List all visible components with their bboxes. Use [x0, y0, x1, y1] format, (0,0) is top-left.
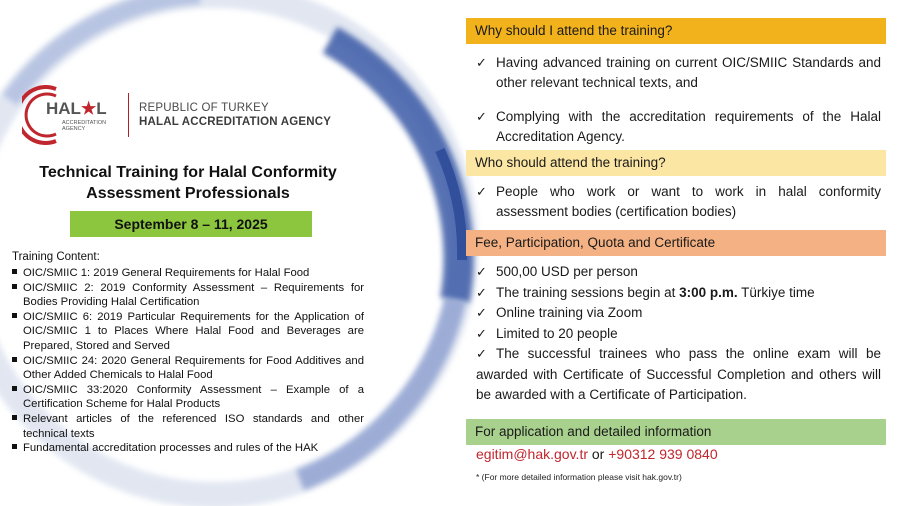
- checkmark-icon: ✓: [476, 55, 487, 70]
- fee-heading: Fee, Participation, Quota and Certificate: [466, 230, 886, 256]
- list-item: ✓ The training sessions begin at 3:00 p.m. Türkiye time: [476, 283, 881, 304]
- hak-logo: [22, 83, 122, 147]
- list-item: OIC/SMIIC 24: 2020 General Requirements for Food Additives and Other Added Chemicals to Halal Food: [12, 354, 364, 383]
- square-bullet-icon: [12, 444, 17, 449]
- training-content-heading: Training Content:: [12, 251, 100, 263]
- agency-name: [139, 101, 331, 129]
- who-attend-list: [476, 182, 881, 222]
- email-link[interactable]: egitim@hak.gov.tr: [476, 446, 588, 462]
- svg-text:ACCREDITATION: ACCREDITATION: [62, 120, 107, 126]
- checkmark-icon: ✓: [476, 325, 487, 341]
- agency-line2: HALAL ACCREDITATION AGENCY: [139, 116, 332, 128]
- why-attend-list: [476, 53, 881, 147]
- square-bullet-icon: [12, 415, 17, 420]
- svg-text:HAL★L: HAL★L: [46, 99, 107, 118]
- list-item: ✓ The successful trainees who pass the online exam will be awarded with Certificate of Successful Completion and others will be awarded with a Certificate of Participation.: [476, 346, 881, 402]
- svg-text:AGENCY: AGENCY: [62, 126, 86, 132]
- why-attend-heading: Why should I attend the training?: [466, 18, 886, 44]
- list-item: ✓ Having advanced training on current OIC/SMIIC Standards and other relevant technical texts, and: [476, 55, 881, 90]
- agency-logo-row: [22, 80, 352, 150]
- checkmark-icon: ✓: [476, 264, 487, 279]
- list-item: ✓ 500,00 USD per person: [476, 262, 881, 283]
- who-attend-heading: Who should attend the training?: [466, 150, 886, 176]
- list-item: ✓ Online training via Zoom: [476, 303, 881, 324]
- square-bullet-icon: [12, 284, 17, 289]
- training-content-list: [12, 266, 364, 456]
- checkmark-icon: ✓: [476, 346, 487, 361]
- footnote: * (For more detailed information please visit hak.gov.tr): [476, 472, 682, 482]
- list-item: OIC/SMIIC 33:2020 Conformity Assessment – Example of a Certification Scheme for Halal Products: [12, 383, 364, 412]
- title-line2: Assessment Professionals: [86, 185, 290, 202]
- list-item: Relevant articles of the referenced ISO standards and other technical texts: [12, 412, 364, 441]
- list-item: ✓ Limited to 20 people: [476, 324, 881, 345]
- checkmark-icon: ✓: [476, 284, 487, 300]
- agency-line1: REPUBLIC OF TURKEY: [139, 102, 269, 114]
- list-item: Fundamental accreditation processes and rules of the HAK: [12, 441, 364, 456]
- training-date: September 8 – 11, 2025: [70, 211, 312, 237]
- list-item: OIC/SMIIC 1: 2019 General Requirements for Halal Food: [12, 266, 364, 281]
- square-bullet-icon: [12, 269, 17, 274]
- contact-line: [476, 446, 718, 462]
- contact-or: or: [588, 446, 609, 462]
- session-time: 3:00 p.m.: [679, 284, 738, 300]
- application-heading: For application and detailed information: [466, 419, 886, 445]
- list-item: ✓ Complying with the accreditation requirements of the Halal Accreditation Agency.: [476, 109, 881, 144]
- checkmark-icon: ✓: [476, 305, 487, 320]
- phone-link[interactable]: +90312 939 0840: [608, 446, 718, 462]
- list-item: OIC/SMIIC 2: 2019 Conformity Assessment – Requirements for Bodies Providing Halal Certification: [12, 281, 364, 310]
- checkmark-icon: ✓: [476, 109, 487, 124]
- hak-logo-icon: [22, 83, 122, 147]
- list-item: OIC/SMIIC 6: 2019 Particular Requirements for the Application of OIC/SMIIC 1 to Places Where Halal Food and Beverages are Prepared, Stored and Served: [12, 310, 364, 354]
- fee-list: [476, 262, 881, 406]
- checkmark-icon: ✓: [476, 184, 487, 199]
- square-bullet-icon: [12, 313, 17, 318]
- list-item: ✓ People who work or want to work in halal conformity assessment bodies (certification bodies): [476, 184, 881, 219]
- square-bullet-icon: [12, 357, 17, 362]
- logo-divider: [128, 93, 129, 137]
- square-bullet-icon: [12, 386, 17, 391]
- title-line1: Technical Training for Halal Conformity: [39, 164, 337, 181]
- page-title: [22, 162, 354, 204]
